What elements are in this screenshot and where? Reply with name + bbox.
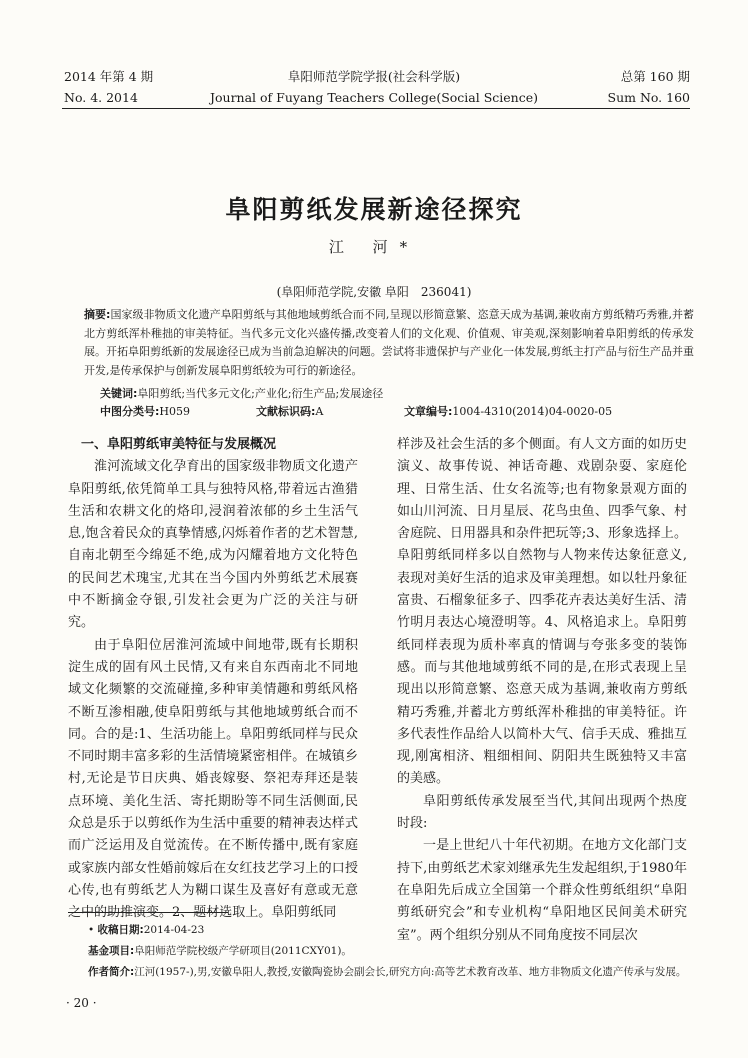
doc-code-value: A <box>315 405 324 418</box>
clc-label: 中图分类号: <box>100 405 160 418</box>
page-number: · 20 · <box>66 996 97 1010</box>
keywords-text: 阜阳剪纸;当代多元文化;产业化;衍生产品;发展途径 <box>137 387 384 400</box>
paragraph: 阜阳剪纸传承发展至当代,其间出现两个热度时段: <box>397 793 687 832</box>
received-label: 收稿日期: <box>97 924 144 936</box>
bio-value: 江河(1957-),男,安徽阜阳人,教授,安徽陶瓷协会副会长,研究方向:高等艺术教育改革、地方非物质文化遗产传承与发展。 <box>134 966 687 978</box>
footnote-received <box>88 922 708 939</box>
abstract <box>84 306 694 380</box>
serial-en: Sum No. 160 <box>607 90 690 105</box>
author-affiliation: (阜阳师范学院,安徽 阜阳 236041) <box>276 285 472 299</box>
journal-name-en: Journal of Fuyang Teachers College(Social Science) <box>209 90 538 105</box>
article-number-value: 1004-4310(2014)04-0020-05 <box>452 405 613 418</box>
issue-number: No. 4. 2014 <box>64 90 138 105</box>
paragraph: 淮河流域文化孕育出的国家级非物质文化遗产阜阳剪纸,依凭简单工具与独特风格,带着远古渔猎生活和农耕文化的烙印,浸润着浓郁的乡土生活气息,饱含着民众的真挚情感,闪烁着作者的艺术智慧,自南北朝至今绵延不绝,成为闪耀着地方文化特色的民间艺术瑰宝,尤其在当今国内外剪纸艺术展赛中不断摘金夺银,引发社会更为广泛的关注与研究。 <box>68 459 358 631</box>
footnote-rule <box>68 912 228 913</box>
classification-ids <box>100 403 700 420</box>
fund-value: 阜阳师范学院校级产学研项目(2011CXY01)。 <box>134 945 352 957</box>
section-heading: 一、阜阳剪纸审美特征与发展概况 <box>81 437 277 452</box>
abstract-label: 摘要: <box>84 308 111 321</box>
doc-code-label: 文献标识码: <box>256 405 316 418</box>
bio-label: 作者简介: <box>88 966 135 978</box>
footnote-fund <box>88 943 708 960</box>
keywords-label: 关键词: <box>100 387 138 400</box>
author-name: 江 河* <box>328 238 420 256</box>
paragraph: 由于阜阳位居淮河流域中间地带,既有长期积淀生成的固有风土民情,又有来自东西南北不同地域文化频繁的交流碰撞,多种审美情趣和剪纸风格不断互渗相融,使阜阳剪纸与其他地域剪纸合而不同。合的是:1、生活功能上。阜阳剪纸同样与民众不同时期丰富多彩的生活情境紧密相伴。在城镇乡村,无论是节日庆典、婚丧嫁娶、祭祀寿拜还是装点环境、美化生活、寄托期盼等不同生活侧面,民众总是乐于以剪纸作为生活中重要的精神表达样式而广泛运用及自觉流传。在不断传播中,既有家庭或家族内部女性婚前嫁后在女红技艺学习上的口授心传,也有剪纸艺人为糊口谋生及喜好有意或无意之中的助推演变。2、题材选取上。阜阳剪纸同 <box>68 637 358 921</box>
footnote-bullet: • <box>88 924 98 936</box>
footnote-author-bio <box>88 964 708 981</box>
journal-name-cn: 阜阳师范学院学报(社会科学版) <box>287 69 461 84</box>
serial-cn: 总第 160 期 <box>620 69 690 84</box>
body-column-right <box>397 434 687 947</box>
issue-year: 2014 年第 4 期 <box>64 69 154 84</box>
article-number-label: 文章编号: <box>404 405 453 418</box>
header-rule <box>62 108 690 109</box>
fund-label: 基金项目: <box>88 945 135 957</box>
paragraph: 一是上世纪八十年代初期。在地方文化部门支持下,由剪纸艺术家刘继承先生发起组织,于1980年在阜阳先后成立全国第一个群众性剪纸组织“阜阳剪纸研究会”和专业机构“阜阳地区民间美术研究室”。两个组织分别从不同角度按不同层次 <box>397 838 687 943</box>
abstract-text: 国家级非物质文化遗产阜阳剪纸与其他地域剪纸合而不同,呈现以形简意繁、恣意天成为基调,兼收南方剪纸精巧秀雅,并蓄北方剪纸浑朴稚拙的审美特征。当代多元文化兴盛传播,改变着人们的文化观、价值观、审美观,深刻影响着阜阳剪纸的传承发展。开拓阜阳剪纸新的发展途径已成为当前急迫解决的问题。尝试将非遗保护与产业化一体发展,剪纸主打产品与衍生产品并重开发,是传承保护与创新发展阜阳剪纸较为可行的新途径。 <box>84 308 694 377</box>
body-column-left <box>68 434 358 925</box>
received-date: 2014-04-23 <box>143 924 205 936</box>
article-title: 阜阳剪纸发展新途径探究 <box>225 195 523 224</box>
paragraph: 样涉及社会生活的多个侧面。有人文方面的如历史演义、故事传说、神话奇趣、戏剧杂耍、家庭伦理、日常生活、仕女名流等;也有物象景观方面的如山川河流、日月星辰、花鸟虫鱼、四季气象、村舍庭院、日用器具和杂件把玩等;3、形象选择上。阜阳剪纸同样多以自然物与人物来传达象征意义,表现对美好生活的追求及审美理想。如以牡丹象征富贵、石榴象征多子、四季花卉表达美好生活、清竹明月表达心境澄明等。4、风格追求上。阜阳剪纸同样表现为质朴率真的情调与夸张多变的装饰感。而与其他地域剪纸不同的是,在形式表现上呈现出以形简意繁、恣意天成为基调,兼收南方剪纸精巧秀雅,并蓄北方剪纸浑朴稚拙的审美特征。许多代表性作品给人以简朴大气、信手天成、雅拙互现,刚寓相济、粗细相间、阴阳共生既独特又丰富的美感。 <box>397 437 687 787</box>
clc-value: H059 <box>159 405 190 418</box>
serial-info <box>608 66 691 108</box>
keywords <box>100 385 700 402</box>
